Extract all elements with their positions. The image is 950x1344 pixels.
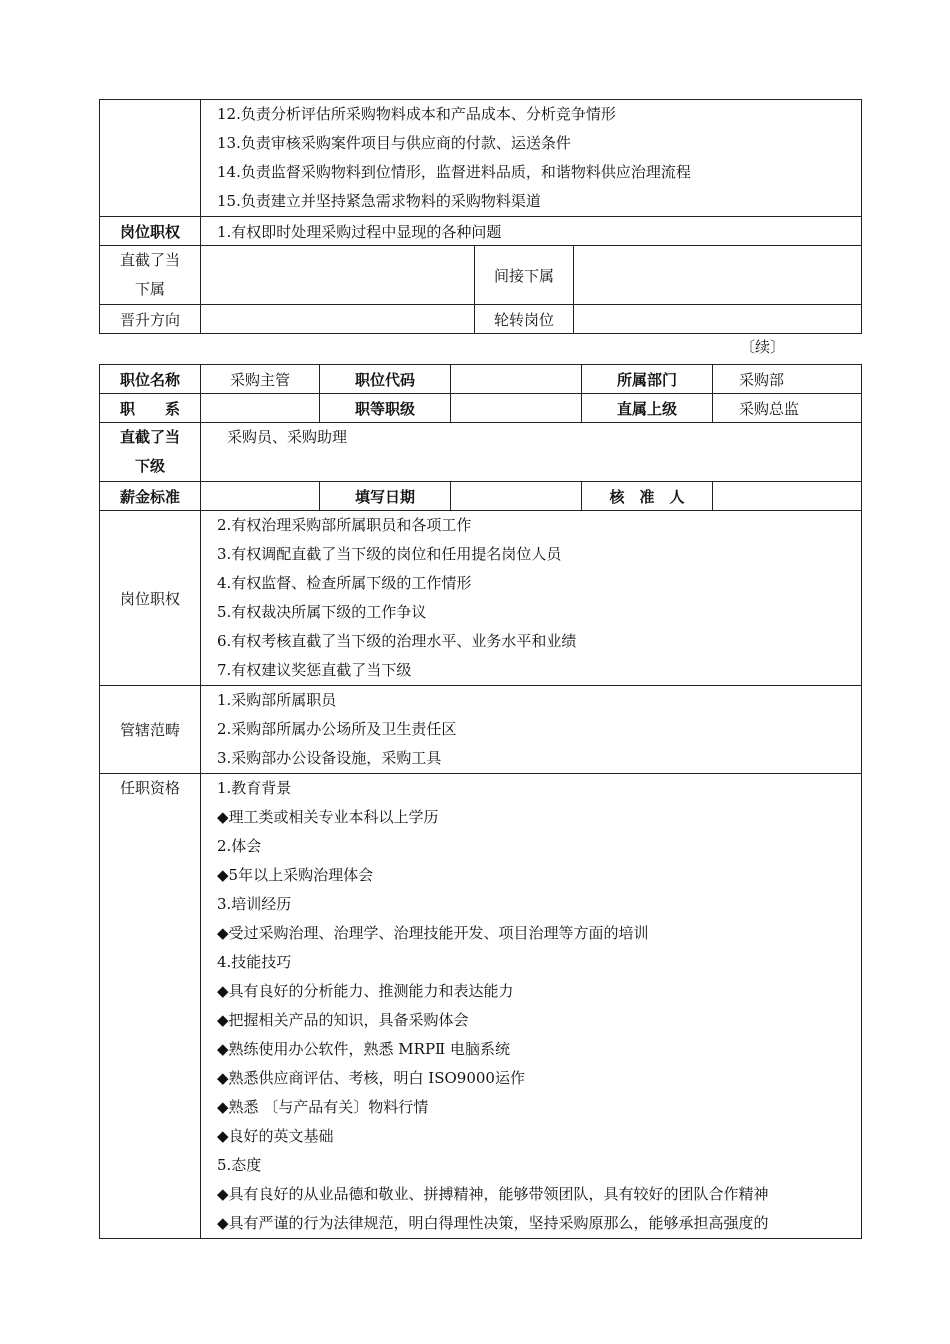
- qualification-line: 2.体会: [217, 837, 262, 855]
- scope-line: 3.采购部办公设备设施，采购工具: [217, 749, 442, 767]
- duty-line: 13.负责审核采购案件项目与供应商的付款、运送条件: [217, 134, 571, 152]
- qualification-line: ◆具有良好的从业品德和敬业、拼搏精神，能够带领团队，具有较好的团队合作精神: [217, 1185, 769, 1203]
- continued-note: 〔续〕: [740, 338, 786, 356]
- qualification-line: ◆熟悉供应商评估、考核，明白 ISO9000运作: [217, 1069, 525, 1087]
- superior-value: 采购总监: [713, 394, 862, 423]
- fill-date-label: 填写日期: [320, 482, 451, 511]
- scope-cell: [201, 686, 862, 774]
- duty-line: 15.负责建立并坚持紧急需求物料的采购物料渠道: [217, 192, 541, 210]
- job-table-part2: [99, 364, 862, 1239]
- qualification-label-cell: [100, 774, 201, 1239]
- position-code-value: [451, 365, 582, 394]
- qualification-line: 5.态度: [217, 1156, 262, 1174]
- qualification-line: ◆具有良好的分析能力、推测能力和表达能力: [217, 982, 514, 1000]
- duty-line: 14.负责监督采购物料到位情形，监督进料品质，和谐物料供应治理流程: [217, 163, 691, 181]
- promotion-value: [201, 305, 475, 334]
- salary-label: 薪金标准: [100, 482, 201, 511]
- promotion-label: 晋升方向: [100, 305, 201, 334]
- position-name-label: 职位名称: [100, 365, 201, 394]
- qualification-line: 4.技能技巧: [217, 953, 292, 971]
- authority-line: 1.有权即时处理采购过程中显现的各种问题: [201, 217, 862, 246]
- qualification-line: ◆熟悉 〔与产品有关〕物料行情: [217, 1098, 429, 1116]
- authority-label-2: 岗位职权: [100, 511, 201, 686]
- subordinate-label: 直截了当 下级: [100, 423, 201, 482]
- direct-subordinate-value: [201, 246, 475, 305]
- scope-line: 1.采购部所属职员: [217, 691, 337, 709]
- position-code-label: 职位代码: [320, 365, 451, 394]
- job-series-label: 职 系: [100, 394, 201, 423]
- qualification-line: ◆良好的英文基础: [217, 1127, 334, 1145]
- qualification-line: ◆熟练使用办公软件，熟悉 MRPⅡ 电脑系统: [217, 1040, 511, 1058]
- direct-subordinate-label: 直截了当 下属: [100, 246, 201, 305]
- authority-line: 6.有权考核直截了当下级的治理水平、业务水平和业绩: [217, 632, 577, 650]
- scope-line: 2.采购部所属办公场所及卫生责任区: [217, 720, 457, 738]
- superior-label: 直属上级: [582, 394, 713, 423]
- qualification-line: ◆理工类或相关专业本科以上学历: [217, 808, 439, 826]
- qualification-line: ◆具有严谨的行为法律规范，明白得理性决策，坚持采购原那么，能够承担高强度的: [217, 1214, 769, 1232]
- qualification-label: 任职资格: [119, 779, 180, 797]
- position-name-value: 采购主管: [201, 365, 320, 394]
- job-series-value: [201, 394, 320, 423]
- salary-value: [201, 482, 320, 511]
- qualification-line: ◆受过采购治理、治理学、治理技能开发、项目治理等方面的培训: [217, 924, 649, 942]
- authority-line: 2.有权治理采购部所属职员和各项工作: [217, 516, 472, 534]
- grade-value: [451, 394, 582, 423]
- approver-value: [713, 482, 862, 511]
- authority-line: 3.有权调配直截了当下级的岗位和任用提名岗位人员: [217, 545, 562, 563]
- subordinate-value-cell: [201, 423, 862, 482]
- qualification-line: ◆5年以上采购治理体会: [217, 866, 374, 884]
- qualification-line: ◆把握相关产品的知识，具备采购体会: [217, 1011, 469, 1029]
- rotation-value: [574, 305, 862, 334]
- job-table-part1: [99, 99, 862, 334]
- duty-line: 12.负责分析评估所采购物料成本和产品成本、分析竞争情形: [217, 105, 616, 123]
- grade-label: 职等职级: [320, 394, 451, 423]
- qualification-line: 1.教育背景: [217, 779, 292, 797]
- authority-line: 4.有权监督、检查所属下级的工作情形: [217, 574, 472, 592]
- duties-cell: [201, 100, 862, 217]
- department-label: 所属部门: [582, 365, 713, 394]
- scope-label: 管辖范畴: [100, 686, 201, 774]
- qualification-line: 3.培训经历: [217, 895, 292, 913]
- rotation-label: 轮转岗位: [475, 305, 574, 334]
- subordinate-value: 采购员、采购助理: [227, 428, 348, 446]
- authority-line: 7.有权建议奖惩直截了当下级: [217, 661, 412, 679]
- indirect-subordinate-label: 间接下属: [475, 246, 574, 305]
- approver-label: 核 准 人: [582, 482, 713, 511]
- authority-line: 5.有权裁决所属下级的工作争议: [217, 603, 427, 621]
- department-value: 采购部: [713, 365, 862, 394]
- duties-label-cell: [100, 100, 201, 217]
- authority-label: 岗位职权: [100, 217, 201, 246]
- fill-date-value: [451, 482, 582, 511]
- qualification-cell: [201, 774, 862, 1239]
- authority-cell: [201, 511, 862, 686]
- indirect-subordinate-value: [574, 246, 862, 305]
